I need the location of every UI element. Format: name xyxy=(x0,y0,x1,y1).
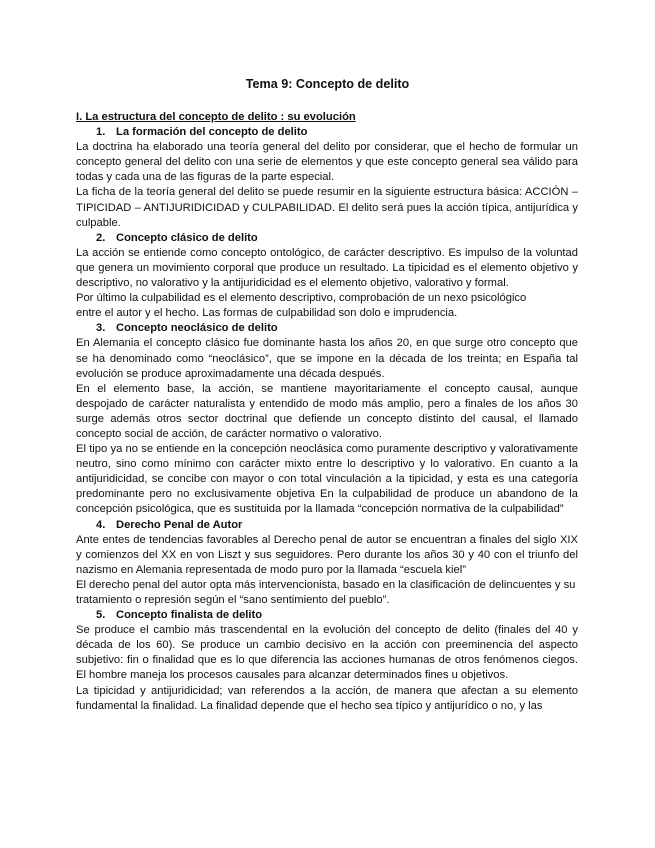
document-body xyxy=(76,110,578,714)
subsection-title: Concepto neoclásico de delito xyxy=(116,322,278,335)
paragraph: La ficha de la teoría general del delito se puede resumir en la siguiente estructura básica: ACCIÓN – TIPICIDAD – ANTIJURIDICIDAD y CULPABILIDAD. El delito será pues la acción típica, antijurídica y culpable. xyxy=(76,186,578,229)
subsection-heading xyxy=(76,321,578,336)
subsection-number: 2. xyxy=(96,231,106,244)
paragraph: El tipo ya no se entiende en la concepción neoclásica como puramente descriptivo y valorativamente neutro, sino como mínimo con carácter mixto entre lo descriptivo y lo valorativo. En cuanto a la antijuridicidad, se concibe con mayor o con total vinculación a la tipicidad, y esta es una categoría predominante pero no exclusivamente objetiva En la culpabilidad de produce un abandono de la concepción psicológica, que es sustituida por la llamada “concepción normativa de la culpabilidad” xyxy=(76,443,578,516)
subsection-heading xyxy=(76,231,578,246)
subsection-title: Concepto finalista de delito xyxy=(116,609,263,622)
paragraph: Ante entes de tendencias favorables al Derecho penal de autor se encuentran a finales del siglo XIX y comienzos del XX en von Liszt y sus seguidores. Pero durante los años 30 y 40 con el triunfo del nazismo en Alemania representada de modo puro por la llamada “escuela kiel” xyxy=(76,533,578,576)
subsection-heading xyxy=(76,518,578,533)
paragraph: Por último la culpabilidad es el elemento descriptivo, comprobación de un nexo psicológico entre el autor y el hecho. Las formas de culpabilidad son dolo e imprudencia. xyxy=(76,292,527,320)
subsection-number: 4. xyxy=(96,518,106,531)
subsection-heading xyxy=(76,125,578,140)
subsection-number: 5. xyxy=(96,609,106,622)
paragraph: En Alemania el concepto clásico fue dominante hasta los años 20, en que surge otro concepto que se ha denominado como “neoclásico”, que se impone en la década de los treinta; en España tal evolución se produce aproximadamente una década después. xyxy=(76,337,578,380)
subsection-title: Concepto clásico de delito xyxy=(116,231,258,244)
subsection-title: Derecho Penal de Autor xyxy=(116,518,243,531)
subsection-number: 3. xyxy=(96,322,106,335)
paragraph: La doctrina ha elaborado una teoría general del delito por considerar, que el hecho de formular un concepto general del delito con una serie de elementos y que este concepto general sea válido para todas y cada una de las figuras de la parte especial. xyxy=(76,141,578,184)
paragraph: Se produce el cambio más trascendental en la evolución del concepto de delito (finales del 40 y década de los 60). Se produce un cambio decisivo en la acción con preeminencia del aspecto subjetivo: fin o finalidad que es lo que diferencia las acciones humanas de otros fenómenos ciegos. El hombre maneja los procesos causales para alcanzar determinados fines u objetivos. xyxy=(76,624,578,682)
paragraph: La tipicidad y antijuridicidad; van referendos a la acción, de manera que afectan a su elemento fundamental la finalidad. La finalidad depende que el hecho sea típico y antijurídico o no, y las xyxy=(76,684,578,712)
document-title: Tema 9: Concepto de delito xyxy=(245,77,410,91)
paragraph: La acción se entiende como concepto ontológico, de carácter descriptivo. Es impulso de la voluntad que genera un movimiento corporal que produce un resultado. La tipicidad es el elemento objetivo y descriptivo, no valorativo y la antijuridicidad es el elemento objetivo, valorativo y formal. xyxy=(76,246,578,290)
subsection-heading xyxy=(76,608,578,623)
paragraph: En el elemento base, la acción, se mantiene mayoritariamente el concepto causal, aunque despojado de carácter naturalista y entendido de modo más amplio, pero a finales de los años 30 surge además otros sector doctrinal que defiende un concepto distinto del causal, el llamado concepto social de acción, de carácter normativo o valorativo. xyxy=(76,382,578,440)
subsection-number: 1. xyxy=(96,126,106,139)
section-heading: I. La estructura del concepto de delito : su evolución xyxy=(76,111,356,123)
subsection-title: La formación del concepto de delito xyxy=(116,126,308,139)
paragraph: El derecho penal del autor opta más intervencionista, basado en la clasificación de delincuentes y su tratamiento o represión según el “sano sentimiento del pueblo”. xyxy=(76,578,576,606)
